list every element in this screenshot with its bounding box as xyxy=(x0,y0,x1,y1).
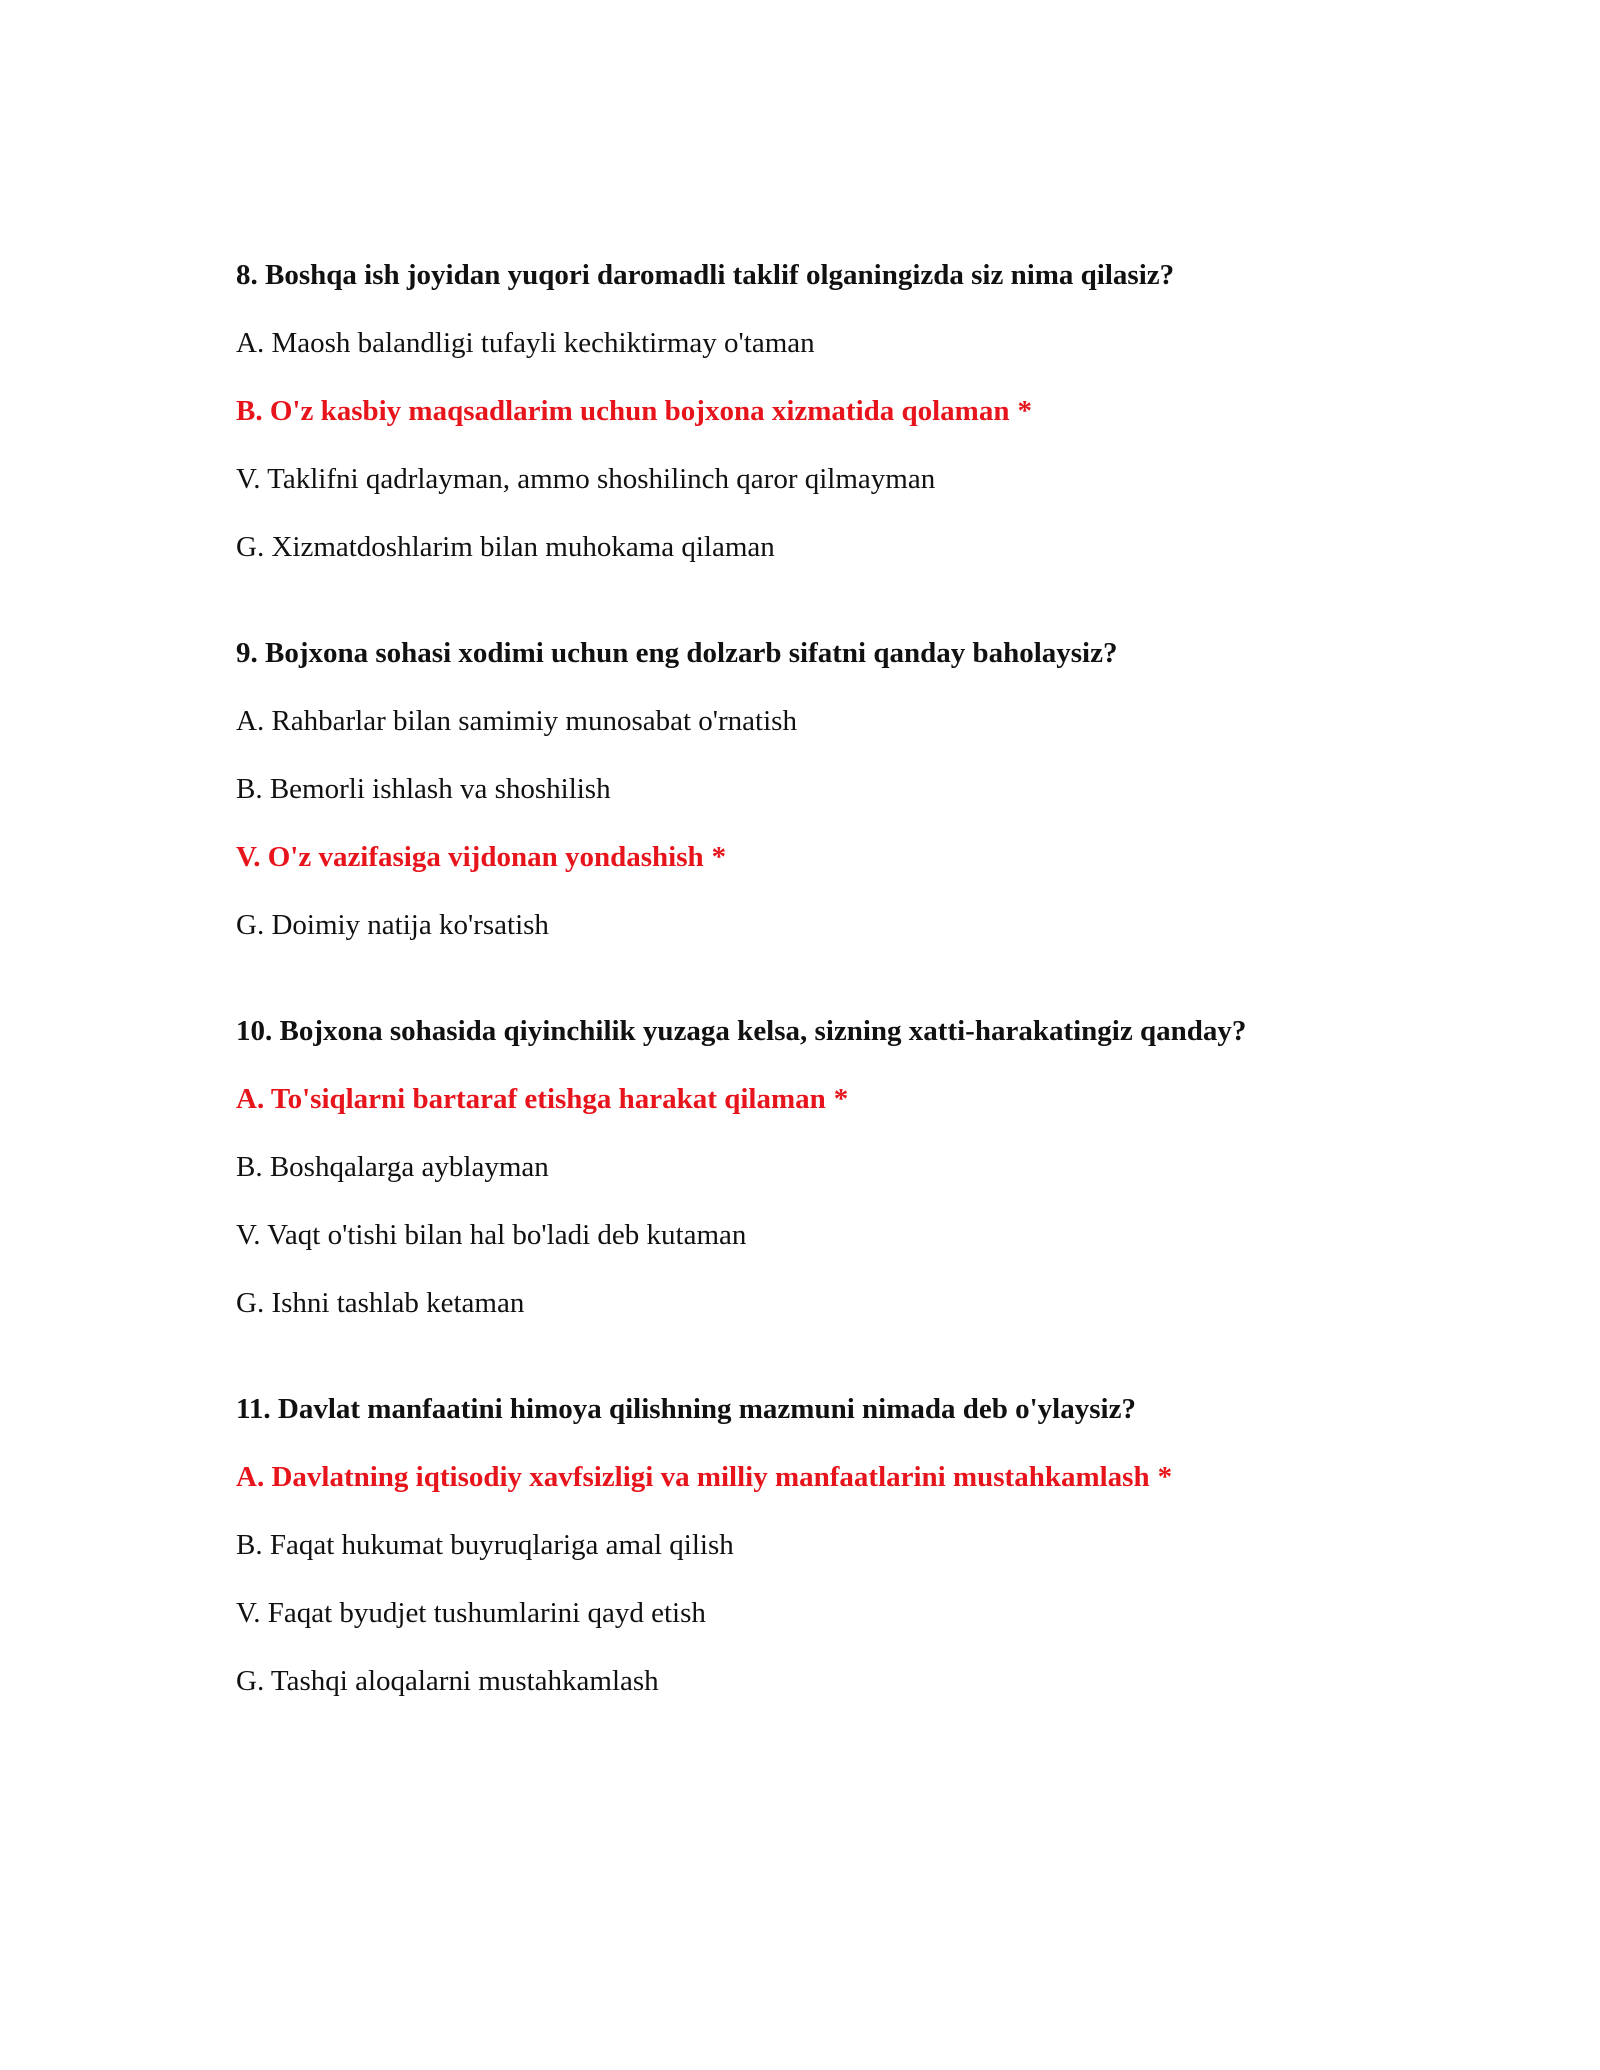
option-text: V. Taklifni qadrlayman, ammo shoshilinch qaror qilmayman xyxy=(236,463,936,495)
quiz-content xyxy=(236,255,1436,1767)
correct-answer-option xyxy=(236,1457,1436,1497)
question-title: 11. Davlat manfaatini himoya qilishning mazmuni nimada deb o'ylaysiz? xyxy=(236,1393,1136,1425)
question-title: 9. Bojxona sohasi xodimi uchun eng dolzarb sifatni qanday baholaysiz? xyxy=(236,637,1118,669)
question-block xyxy=(236,633,1436,945)
option-text: B. Boshqalarga ayblayman xyxy=(236,1151,549,1183)
answer-option xyxy=(236,905,1436,945)
option-text: G. Tashqi aloqalarni mustahkamlash xyxy=(236,1665,659,1697)
option-text: A. To'siqlarni bartaraf etishga harakat qilaman xyxy=(236,1083,826,1115)
answer-option xyxy=(236,323,1436,363)
option-text: V. Faqat byudjet tushumlarini qayd etish xyxy=(236,1597,706,1629)
option-text: B. Bemorli ishlash va shoshilish xyxy=(236,773,611,805)
answer-option xyxy=(236,459,1436,499)
option-text: A. Davlatning iqtisodiy xavfsizligi va milliy manfaatlarini mustahkamlash xyxy=(236,1461,1150,1493)
correct-mark: * xyxy=(833,1083,849,1115)
answer-option xyxy=(236,1525,1436,1565)
option-text: A. Maosh balandligi tufayli kechiktirmay o'taman xyxy=(236,327,815,359)
correct-answer-option xyxy=(236,1079,1436,1119)
correct-answer-option xyxy=(236,391,1436,431)
answer-option xyxy=(236,701,1436,741)
answer-option xyxy=(236,527,1436,567)
answer-option xyxy=(236,1661,1436,1701)
question-title: 10. Bojxona sohasida qiyinchilik yuzaga kelsa, sizning xatti-harakatingiz qanday? xyxy=(236,1015,1247,1047)
answer-option xyxy=(236,1593,1436,1633)
question-title: 8. Boshqa ish joyidan yuqori daromadli taklif olganingizda siz nima qilasiz? xyxy=(236,259,1175,291)
answer-option xyxy=(236,769,1436,809)
option-text: B. O'z kasbiy maqsadlarim uchun bojxona xizmatida qolaman xyxy=(236,395,1010,427)
correct-answer-option xyxy=(236,837,1436,877)
answer-option xyxy=(236,1215,1436,1255)
option-text: V. O'z vazifasiga vijdonan yondashish xyxy=(236,841,704,873)
option-text: V. Vaqt o'tishi bilan hal bo'ladi deb kutaman xyxy=(236,1219,747,1251)
correct-mark: * xyxy=(1017,395,1032,427)
question-block xyxy=(236,255,1436,567)
option-text: G. Doimiy natija ko'rsatish xyxy=(236,909,549,941)
answer-option xyxy=(236,1147,1436,1187)
option-text: A. Rahbarlar bilan samimiy munosabat o'rnatish xyxy=(236,705,797,737)
option-text: B. Faqat hukumat buyruqlariga amal qilish xyxy=(236,1529,734,1561)
option-text: G. Ishni tashlab ketaman xyxy=(236,1287,525,1319)
correct-mark: * xyxy=(1157,1461,1173,1493)
question-block xyxy=(236,1389,1436,1701)
answer-option xyxy=(236,1283,1436,1323)
option-text: G. Xizmatdoshlarim bilan muhokama qilaman xyxy=(236,531,775,563)
question-block xyxy=(236,1011,1436,1323)
correct-mark: * xyxy=(711,841,727,873)
